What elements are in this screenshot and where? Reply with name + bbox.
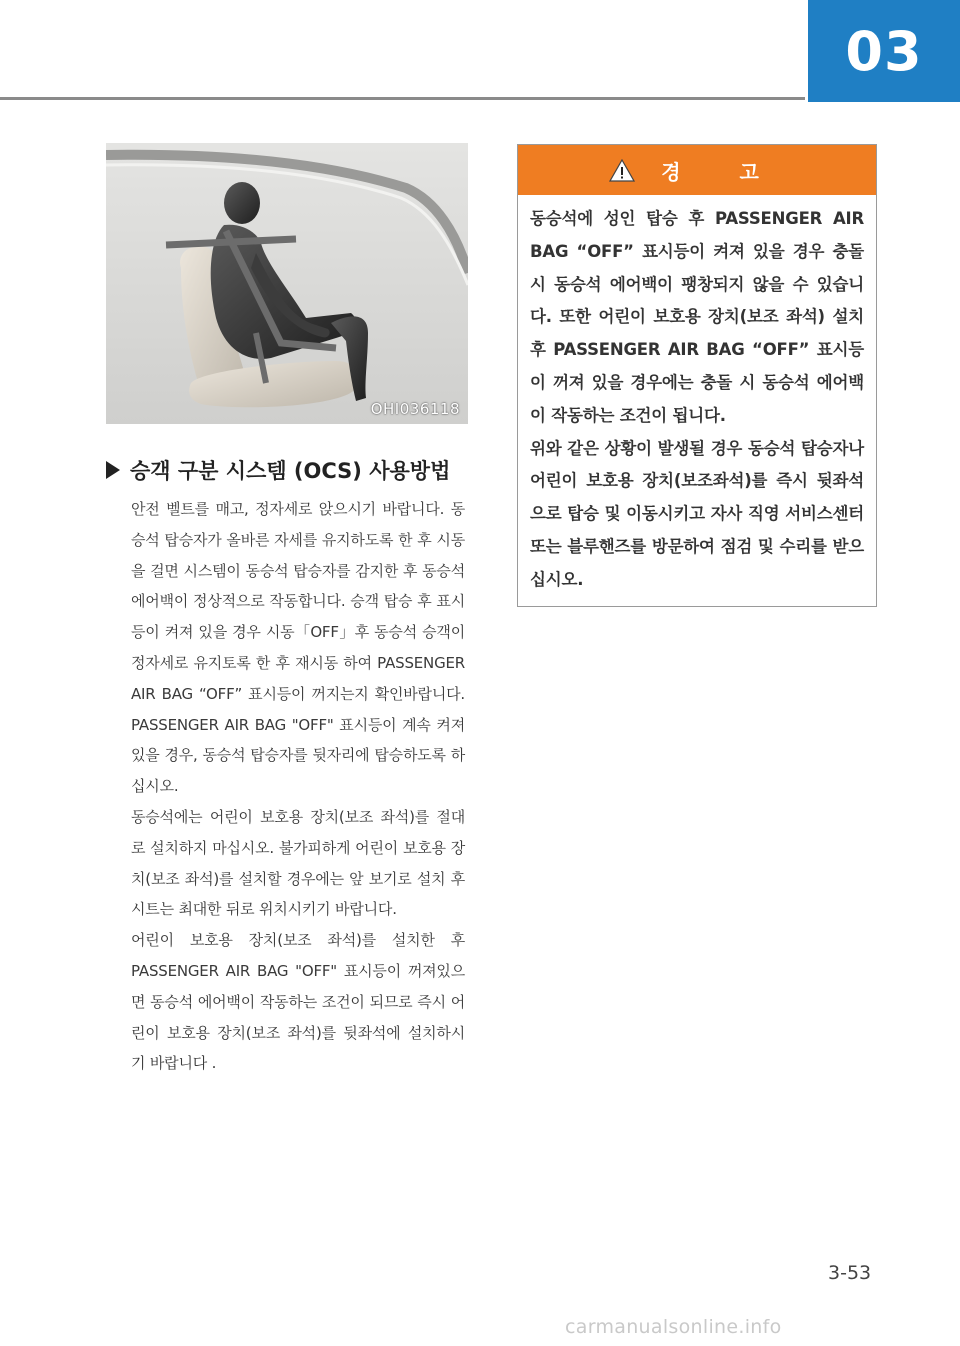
chapter-tab	[808, 0, 960, 102]
section-heading	[106, 455, 476, 485]
warning-paragraph: 위와 같은 상황이 발생될 경우 동승석 탑승자나 어린이 보호용 장치(보조좌석)를 즉시 뒷좌석으로 탑승 및 이동시키고 자사 직영 서비스센터 또는 블루핸즈를 방문하여 점검 및 수리를 받으십시오.	[530, 438, 864, 589]
body-paragraph: 안전 벨트를 매고, 정자세로 앉으시기 바랍니다. 동승석 탑승자가 올바른 자세를 유지하도록 한 후 시동을 걸면 시스템이 동승석 탑승자를 감지한 후 동승석 에어백이 정상적으로 작동합니다. 승객 탑승 후 표시등이 켜져 있을 경우 시동「OFF」후 동승석 승객이 정자세로 유지토록 한 후 재시동 하여 PASSENGER AIR BAG “OFF” 표시등이 꺼지는지 확인바랍니다. PASSENGER AIR BAG "OFF" 표시등이 계속 켜져 있을 경우, 동승석 탑승자를 뒷자리에 탑승하도록 하십시오.	[131, 500, 465, 796]
seated-mannequin-illustration	[106, 143, 468, 424]
section-heading-text: 승객 구분 시스템 (OCS) 사용방법	[130, 459, 451, 483]
warning-body	[518, 195, 876, 597]
warning-header	[518, 145, 876, 195]
top-rule	[0, 97, 805, 100]
body-paragraph: 어린이 보호용 장치(보조 좌석)를 설치한 후 PASSENGER AIR BAG "OFF" 표시등이 꺼져있으면 동승석 에어백이 작동하는 조건이 되므로 즉시 어린이 보호용 장치(보조 좌석)를 뒷좌석에 설치하시기 바랍니다 .	[131, 931, 465, 1073]
warning-triangle-icon	[609, 159, 635, 182]
body-paragraph: 동승석에는 어린이 보호용 장치(보조 좌석)를 절대로 설치하지 마십시오. 불가피하게 어린이 보호용 장치(보조 좌석)를 설치할 경우에는 앞 보기로 설치 후 시트는 최대한 뒤로 위치시키기 바랍니다.	[131, 807, 465, 919]
watermark: carmanualsonline.info	[565, 1316, 782, 1338]
warning-box	[517, 144, 877, 607]
seat-figure	[106, 143, 468, 424]
triangle-bullet-icon	[106, 461, 120, 479]
figure-code: OHI036118	[370, 400, 460, 418]
section-body	[131, 494, 465, 1079]
warning-title: 경 고	[661, 159, 785, 184]
page-number: 3-53	[828, 1262, 872, 1284]
warning-paragraph: 동승석에 성인 탑승 후 PASSENGER AIR BAG “OFF” 표시등이 켜져 있을 경우 충돌 시 동승석 에어백이 팽창되지 않을 수 있습니다. 또한 어린이 보호용 장치(보조 좌석) 설치 후 PASSENGER AIR BAG “OFF” 표시등이 꺼져 있을 경우에는 충돌 시 동승석 에어백이 작동하는 조건이 됩니다.	[530, 209, 864, 425]
chapter-number: 03	[845, 19, 923, 83]
